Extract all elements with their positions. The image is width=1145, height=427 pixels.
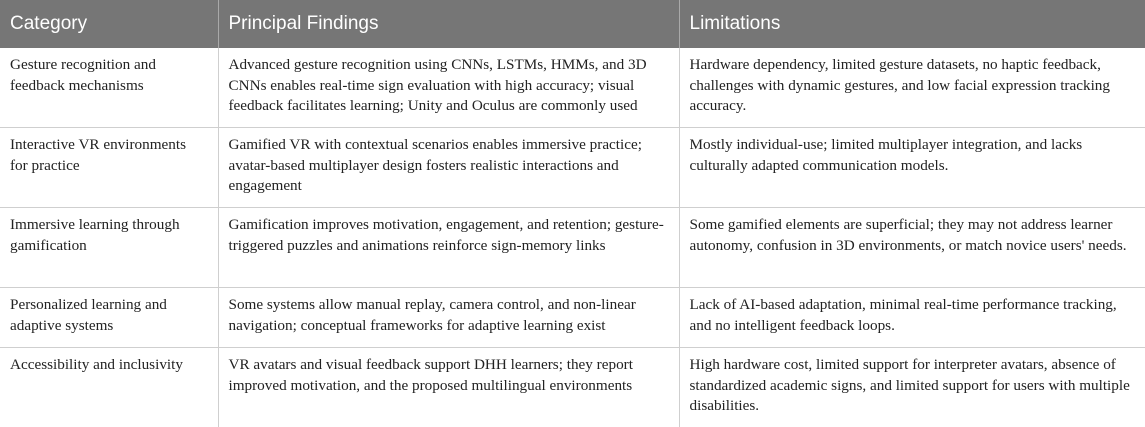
findings-cell: VR avatars and visual feedback support DHH learners; they report improved motivation, and the proposed multilingual environments bbox=[218, 348, 679, 427]
table-row bbox=[0, 48, 1145, 128]
table-row bbox=[0, 288, 1145, 348]
header-row bbox=[0, 0, 1145, 48]
category-cell: Interactive VR environments for practice bbox=[0, 128, 218, 208]
table-row bbox=[0, 348, 1145, 427]
category-cell: Accessibility and inclusivity bbox=[10, 356, 183, 373]
findings-cell: Gamification improves motivation, engagement, and retention; gesture-triggered puzzles and animations reinforce sign-memory links bbox=[218, 208, 679, 288]
table-header bbox=[0, 0, 1145, 48]
limitations-cell: High hardware cost, limited support for interpreter avatars, absence of standardized academic signs, and limited support for users with multiple disabilities. bbox=[679, 348, 1145, 427]
limitations-cell: Mostly individual-use; limited multiplayer integration, and lacks culturally adapted communication models. bbox=[679, 128, 1145, 208]
findings-cell: Gamified VR with contextual scenarios enables immersive practice; avatar-based multiplayer design fosters realistic interactions and engagement bbox=[218, 128, 679, 208]
table-row bbox=[0, 208, 1145, 288]
header-principal-findings: Principal Findings bbox=[218, 0, 679, 48]
limitations-cell: Hardware dependency, limited gesture datasets, no haptic feedback, challenges with dynamic gestures, and low facial expression tracking accuracy. bbox=[679, 48, 1145, 128]
header-limitations: Limitations bbox=[679, 0, 1145, 48]
findings-cell: Some systems allow manual replay, camera control, and non-linear navigation; conceptual frameworks for adaptive learning exist bbox=[218, 288, 679, 348]
limitations-cell: Some gamified elements are superficial; they may not address learner autonomy, confusion in 3D environments, or match novice users' needs. bbox=[679, 208, 1145, 288]
category-cell: Immersive learning through gamification bbox=[0, 208, 218, 288]
category-cell: Personalized learning and adaptive systems bbox=[0, 288, 218, 348]
category-cell: Gesture recognition and feedback mechanisms bbox=[0, 48, 218, 128]
table-body bbox=[0, 48, 1145, 427]
limitations-cell: Lack of AI-based adaptation, minimal real-time performance tracking, and no intelligent feedback loops. bbox=[679, 288, 1145, 348]
header-category: Category bbox=[0, 0, 218, 48]
findings-cell: Advanced gesture recognition using CNNs, LSTMs, HMMs, and 3D CNNs enables real-time sign evaluation with high accuracy; visual feedback facilitates learning; Unity and Oculus are commonly used bbox=[218, 48, 679, 128]
table-row bbox=[0, 128, 1145, 208]
